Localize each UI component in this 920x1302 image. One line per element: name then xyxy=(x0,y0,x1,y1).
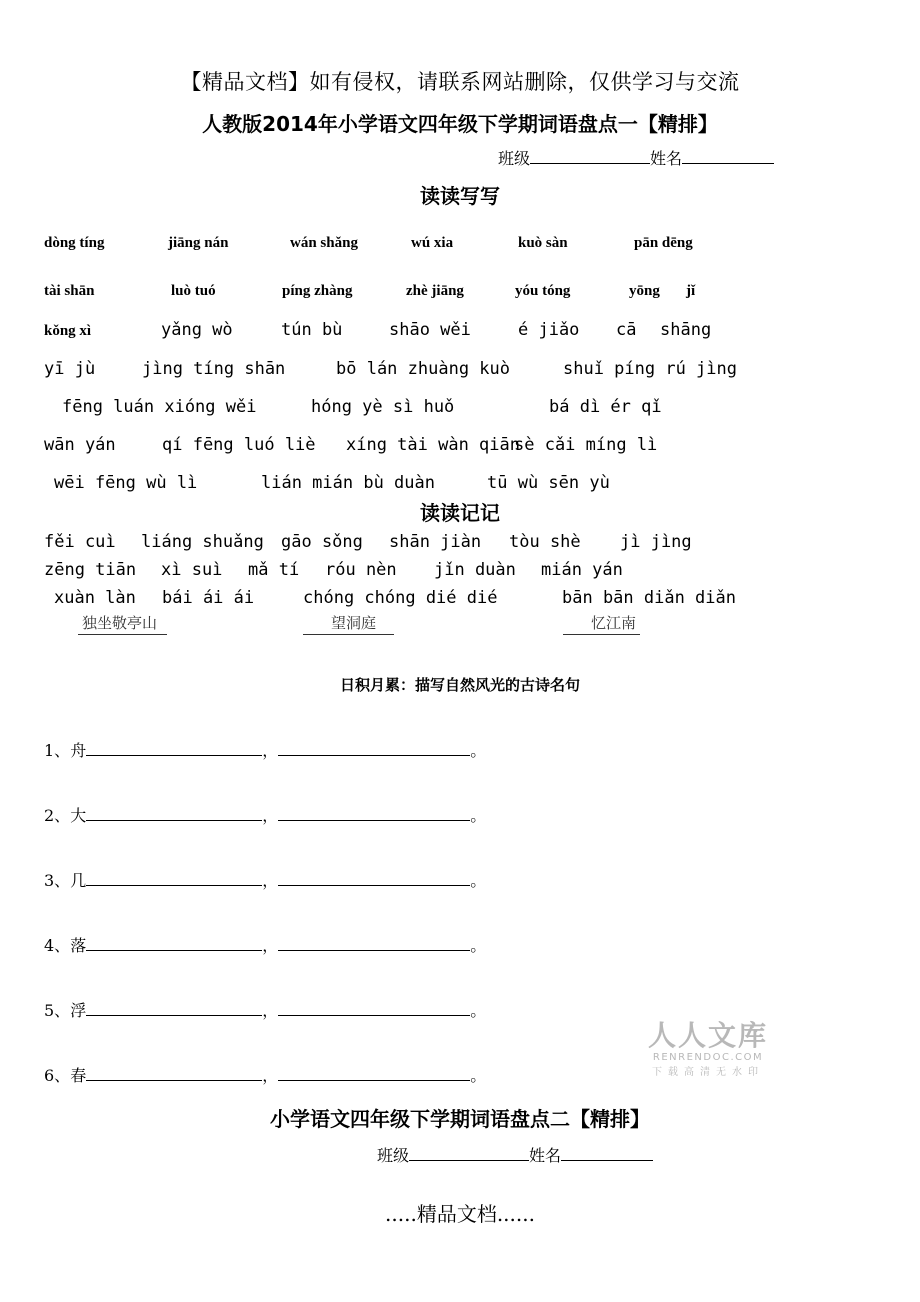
answer-blank[interactable] xyxy=(86,936,262,951)
item-number: 1、 xyxy=(44,741,71,760)
comma: ， xyxy=(262,741,279,760)
pinyin-word: dòng tíng xyxy=(44,235,105,251)
section-read-remember: 读读记记 xyxy=(420,501,500,525)
poem-title: 独坐敬亭山 xyxy=(78,612,167,635)
pinyin-word: yōng xyxy=(629,283,660,299)
class-label: 班级 xyxy=(498,149,531,168)
pinyin-word: wēi fēng wù lì xyxy=(54,473,198,493)
item-char: 几 xyxy=(70,871,87,890)
pinyin-word: tū wù sēn yù xyxy=(487,473,610,493)
comma: ， xyxy=(262,806,279,825)
poem-title: 望洞庭 xyxy=(303,612,394,635)
pinyin-word: shān jiàn xyxy=(389,532,482,552)
fill-line-5 xyxy=(44,998,486,1021)
comma: ， xyxy=(262,871,279,890)
pinyin-word: wú xia xyxy=(411,235,454,251)
pinyin-word: píng zhàng xyxy=(282,283,353,299)
pinyin-word: jǐ xyxy=(686,283,696,299)
pinyin-word: bái ái ái xyxy=(162,588,255,608)
class-label: 班级 xyxy=(377,1146,410,1165)
pinyin-word: é jiǎo xyxy=(518,320,580,340)
answer-blank[interactable] xyxy=(86,806,262,821)
doc-title-2: 小学语文四年级下学期词语盘点二【精排】 xyxy=(270,1107,650,1131)
period: 。 xyxy=(470,936,487,955)
fill-line-4 xyxy=(44,933,486,956)
pinyin-word: xíng tài wàn qiān xyxy=(346,435,520,455)
pinyin-word: bō lán zhuàng kuò xyxy=(336,359,510,379)
pinyin-word: kǒng xì xyxy=(44,323,92,339)
pinyin-word: wán shǎng xyxy=(290,235,358,251)
name-blank[interactable] xyxy=(561,1146,653,1161)
fill-line-1 xyxy=(44,738,486,761)
pinyin-word: xuàn làn xyxy=(54,588,136,608)
item-char: 春 xyxy=(70,1066,87,1085)
item-number: 2、 xyxy=(44,806,71,825)
pinyin-word: tài shān xyxy=(44,283,95,299)
pinyin-word: fēng luán xióng wěi xyxy=(62,397,257,417)
pinyin-word: kuò sàn xyxy=(518,235,568,251)
pinyin-word: cā xyxy=(616,320,637,340)
pinyin-word: yóu tóng xyxy=(515,283,571,299)
pinyin-word: bá dì ér qǐ xyxy=(549,397,662,417)
pinyin-word: shāo wěi xyxy=(389,320,471,340)
pinyin-word: jì jìng xyxy=(620,532,692,552)
subheading: 日积月累：描写自然风光的古诗名句 xyxy=(339,676,580,694)
answer-blank[interactable] xyxy=(278,1001,470,1016)
pinyin-word: jiāng nán xyxy=(168,235,229,251)
pinyin-word: chóng chóng dié dié xyxy=(303,588,498,608)
item-char: 落 xyxy=(70,936,87,955)
class-blank[interactable] xyxy=(530,149,650,164)
header-note: 【精品文档】如有侵权，请联系网站删除，仅供学习与交流 xyxy=(180,70,740,94)
period: 。 xyxy=(470,806,487,825)
fill-line-3 xyxy=(44,868,486,891)
pinyin-word: shāng xyxy=(660,320,712,340)
period: 。 xyxy=(470,1066,487,1085)
class-blank[interactable] xyxy=(409,1146,529,1161)
fill-line-2 xyxy=(44,803,486,826)
answer-blank[interactable] xyxy=(278,806,470,821)
pinyin-word: hóng yè sì huǒ xyxy=(311,397,455,417)
pinyin-word: tòu shè xyxy=(509,532,581,552)
pinyin-word: luò tuó xyxy=(171,283,216,299)
pinyin-word: yǎng wò xyxy=(161,320,233,340)
watermark-subtitle: 下载高清无水印 xyxy=(652,1067,764,1078)
pinyin-word: lián mián bù duàn xyxy=(261,473,435,493)
pinyin-word: pān dēng xyxy=(634,235,693,251)
watermark-url: RENRENDOC.COM xyxy=(652,1052,764,1063)
doc-title-1: 人教版2014年小学语文四年级下学期词语盘点一【精排】 xyxy=(202,112,718,136)
pinyin-word: mián yán xyxy=(541,560,623,580)
name-label: 姓名 xyxy=(529,1146,562,1165)
pinyin-word: sè cǎi míng lì xyxy=(514,435,658,455)
comma: ， xyxy=(262,1001,279,1020)
item-number: 4、 xyxy=(44,936,71,955)
class-name-row-1 xyxy=(498,146,774,169)
name-label: 姓名 xyxy=(650,149,683,168)
answer-blank[interactable] xyxy=(278,936,470,951)
item-number: 6、 xyxy=(44,1066,71,1085)
answer-blank[interactable] xyxy=(278,871,470,886)
answer-blank[interactable] xyxy=(86,1001,262,1016)
pinyin-word: zhè jiāng xyxy=(406,283,464,299)
item-char: 大 xyxy=(70,806,87,825)
answer-blank[interactable] xyxy=(86,1066,262,1081)
period: 。 xyxy=(470,871,487,890)
footer: .....精品文档...... xyxy=(385,1202,535,1226)
answer-blank[interactable] xyxy=(86,741,262,756)
pinyin-word: yī jù xyxy=(44,359,96,379)
period: 。 xyxy=(470,741,487,760)
pinyin-word: jìng tíng shān xyxy=(142,359,286,379)
pinyin-word: bān bān diǎn diǎn xyxy=(562,588,736,608)
item-number: 3、 xyxy=(44,871,71,890)
pinyin-word: wān yán xyxy=(44,435,116,455)
watermark-logo-text: 人人文库 xyxy=(648,1019,769,1052)
answer-blank[interactable] xyxy=(278,741,470,756)
item-char: 浮 xyxy=(70,1001,87,1020)
item-char: 舟 xyxy=(70,741,87,760)
answer-blank[interactable] xyxy=(278,1066,470,1081)
comma: ， xyxy=(262,1066,279,1085)
answer-blank[interactable] xyxy=(86,871,262,886)
pinyin-word: róu nèn xyxy=(325,560,397,580)
name-blank[interactable] xyxy=(682,149,774,164)
pinyin-word: shuǐ píng rú jìng xyxy=(563,359,737,379)
fill-line-6 xyxy=(44,1063,486,1086)
pinyin-word: mǎ tí xyxy=(248,560,300,580)
class-name-row-2 xyxy=(377,1143,653,1166)
pinyin-word: jǐn duàn xyxy=(434,560,516,580)
watermark xyxy=(648,1014,768,1078)
pinyin-word: xì suì xyxy=(161,560,223,580)
pinyin-word: gāo sǒng xyxy=(281,532,363,552)
pinyin-word: zēng tiān xyxy=(44,560,137,580)
pinyin-word: fěi cuì xyxy=(44,532,116,552)
period: 。 xyxy=(470,1001,487,1020)
item-number: 5、 xyxy=(44,1001,71,1020)
poem-title: 忆江南 xyxy=(563,612,640,635)
pinyin-word: liáng shuǎng xyxy=(141,532,264,552)
comma: ， xyxy=(262,936,279,955)
pinyin-word: tún bù xyxy=(281,320,343,340)
pinyin-word: qí fēng luó liè xyxy=(162,435,316,455)
section-read-write: 读读写写 xyxy=(420,184,500,208)
